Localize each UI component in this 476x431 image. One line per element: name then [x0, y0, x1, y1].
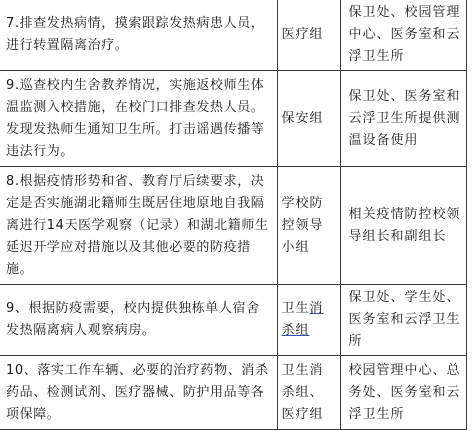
table-row [0, 285, 466, 356]
measure-cell: 7.排查发热病情，摸索跟踪发热病患人员，进行转置隔离治疗。 [0, 0, 277, 71]
measure-cell: 9.巡查校内生舍教养情况，实施返校师生体温监测入校措施，在校门口排查发热人员。发现发热师生通知卫生所。打击谣遇传播等违法行为。 [0, 71, 277, 167]
group-cell: 医疗组 [277, 0, 340, 71]
group-cell [277, 285, 340, 356]
responsible-cell: 保卫处、学生处、医务室和云浮卫生所 [340, 285, 466, 356]
group-text: 卫生 [281, 301, 310, 316]
table-row [0, 71, 466, 167]
responsible-cell: 相关疫情防控校领导组长和副组长 [340, 167, 466, 285]
group-link-text: 消杀组 [281, 301, 324, 338]
responsible-cell: 保卫处、医务室和云浮卫生所提供测温设备使用 [340, 71, 466, 167]
group-cell: 卫生消杀组、医疗组 [277, 356, 340, 430]
table-row [0, 356, 466, 430]
measure-cell: 10、落实工作车辆、必要的治疗药物、消杀药品、检测试剂、医疗器械、防护用品等各项保障。 [0, 356, 277, 430]
measure-cell: 9、根据防疫需要，校内提供独栋单人宿舍发热隔离病人观察病房。 [0, 285, 277, 356]
responsible-cell: 保卫处、校园管理中心、医务室和云浮卫生所 [340, 0, 466, 71]
cut-off-text-line [18, 421, 458, 431]
group-cell: 保安组 [277, 71, 340, 167]
measure-cell: 8.根据疫情形势和省、教育厅后续要求，决定是否实施湖北籍师生既居住地原地自我隔离进行14天医学观察（记录）和湖北籍师生延迟开学应对措施以及其他必要的防疫措施。 [0, 167, 277, 285]
table-row [0, 167, 466, 285]
responsible-cell: 校园管理中心、总务处、医务室和云浮卫生所 [340, 356, 466, 430]
group-cell: 学校防控领导小组 [277, 167, 340, 285]
table-row [0, 0, 466, 71]
